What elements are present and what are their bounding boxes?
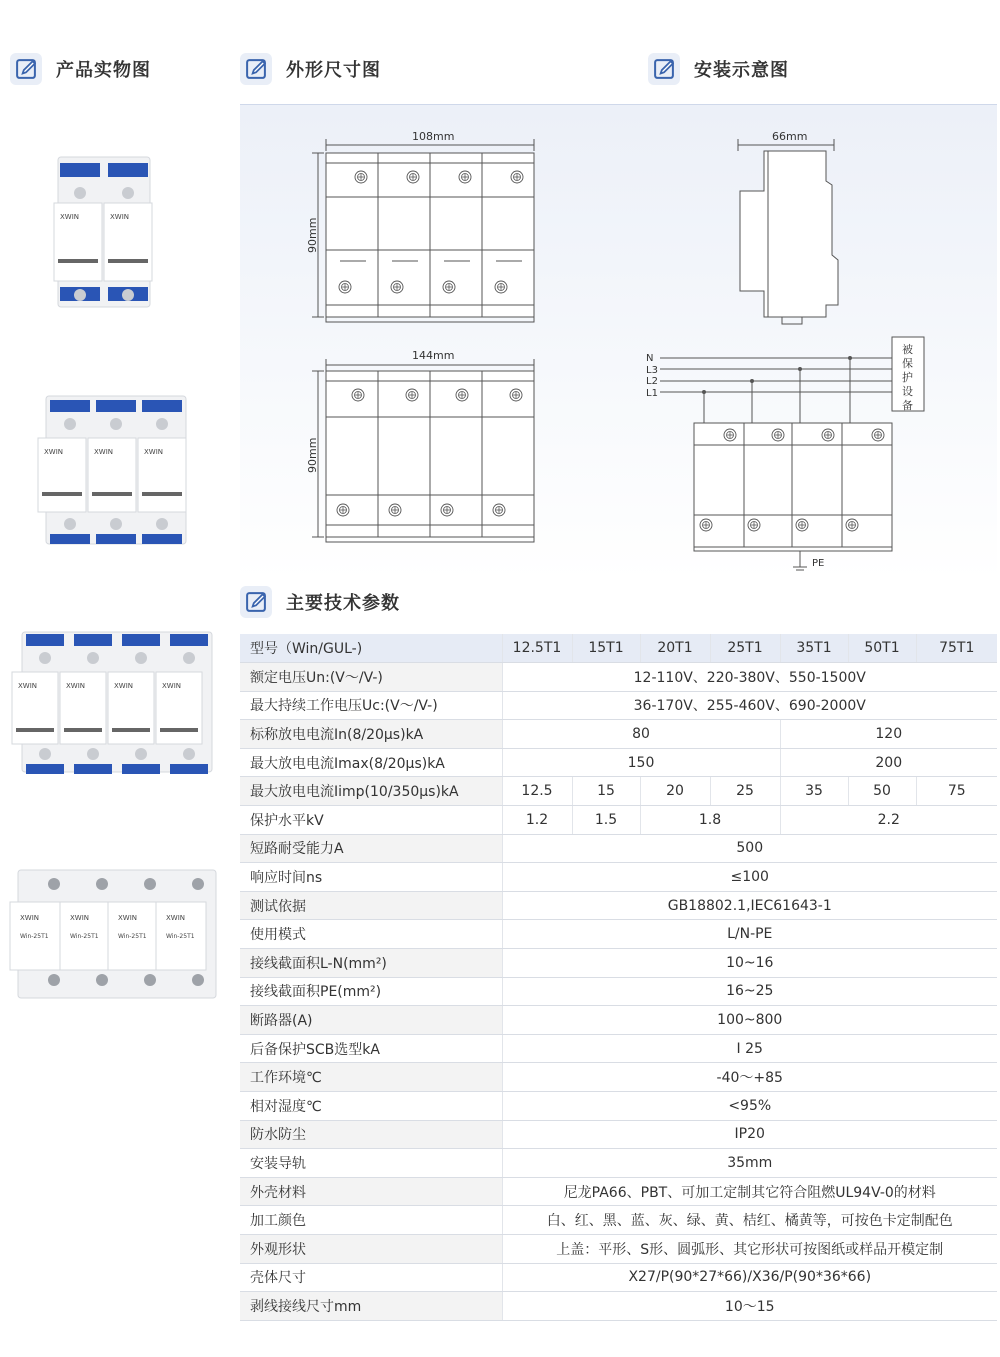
table-row: [240, 863, 997, 892]
row-label: 外壳材料: [240, 1177, 502, 1206]
equipment-label-char: 护: [902, 371, 913, 384]
table-row: [240, 691, 997, 720]
row-value: 12-110V、220-380V、550-1500V: [502, 663, 997, 692]
model-cell: 75T1: [916, 634, 997, 663]
row-label: 外观形状: [240, 1234, 502, 1263]
section-title: 主要技术参数: [286, 593, 400, 614]
row-label: 工作环境℃: [240, 1063, 502, 1092]
model-cell: 12.5T1: [502, 634, 572, 663]
brand-label: XWIN: [18, 682, 38, 690]
row-value: I 25: [502, 1034, 997, 1063]
section-title: 安装示意图: [694, 60, 789, 81]
edit-icon: [10, 53, 42, 85]
brand-label: XWIN: [20, 914, 40, 922]
table-header-row: [240, 634, 997, 663]
table-row: [240, 1206, 997, 1235]
row-label: 型号（Win/GUL-): [240, 634, 502, 663]
row-label: 接线截面积PE(mm²): [240, 977, 502, 1006]
brand-label: XWIN: [162, 682, 182, 690]
model-label: Win-25T1: [118, 933, 147, 940]
section-title: 产品实物图: [56, 60, 151, 81]
row-value: 16~25: [502, 977, 997, 1006]
row-value: 20: [640, 777, 710, 806]
brand-label: XWIN: [44, 448, 64, 456]
row-value: 15: [572, 777, 640, 806]
table-row: [240, 1177, 997, 1206]
row-value: X27/P(90*27*66)/X36/P(90*36*66): [502, 1263, 997, 1292]
section-heading-photos: [10, 52, 151, 86]
section-title: 外形尺寸图: [286, 60, 381, 81]
section-heading-specs: [240, 585, 400, 619]
table-row: [240, 1063, 997, 1092]
height-90-label: 90mm: [306, 217, 319, 253]
row-value: 1.2: [502, 806, 572, 835]
row-label: 接线截面积L-N(mm²): [240, 949, 502, 978]
brand-label: XWIN: [94, 448, 114, 456]
row-label: 剥线接线尺寸mm: [240, 1292, 502, 1321]
row-label: 后备保护SCB选型kA: [240, 1034, 502, 1063]
dimension-drawing-panel: [240, 104, 997, 580]
spec-table: [240, 634, 997, 1321]
model-cell: 20T1: [640, 634, 710, 663]
equipment-label-char: 设: [902, 385, 913, 398]
row-value: 35mm: [502, 1149, 997, 1178]
row-label: 最大放电电流Imax(8/20μs)kA: [240, 748, 502, 777]
row-value: L/N-PE: [502, 920, 997, 949]
edit-icon: [240, 586, 272, 618]
row-value: 500: [502, 834, 997, 863]
table-row: [240, 1034, 997, 1063]
brand-label: XWIN: [66, 682, 86, 690]
row-label: 额定电压Un:(V～/V-): [240, 663, 502, 692]
table-row: [240, 1292, 997, 1321]
technical-drawings: [240, 105, 997, 581]
row-label: 标称放电电流In(8/20μs)kA: [240, 720, 502, 749]
row-label: 断路器(A): [240, 1006, 502, 1035]
model-cell: 35T1: [780, 634, 848, 663]
width-108-label: 108mm: [412, 130, 455, 143]
row-label: 加工颜色: [240, 1206, 502, 1235]
row-value: 25: [710, 777, 780, 806]
table-row: [240, 806, 997, 835]
equipment-label-char: 被: [902, 343, 913, 356]
row-value: GB18802.1,IEC61643-1: [502, 891, 997, 920]
row-value: 75: [916, 777, 997, 806]
table-row: [240, 834, 997, 863]
brand-label: XWIN: [60, 213, 80, 221]
row-value: 上盖：平形、S形、圆弧形、其它形状可按图纸或样品开模定制: [502, 1234, 997, 1263]
edit-icon: [648, 53, 680, 85]
row-label: 最大持续工作电压Uc:(V～/V-): [240, 691, 502, 720]
model-label: Win-25T1: [70, 933, 99, 940]
row-label: 短路耐受能力A: [240, 834, 502, 863]
row-value: 12.5: [502, 777, 572, 806]
row-value: 120: [780, 720, 997, 749]
table-row: [240, 1263, 997, 1292]
row-value: 1.8: [640, 806, 780, 835]
row-label: 保护水平kV: [240, 806, 502, 835]
model-cell: 50T1: [848, 634, 916, 663]
product-photo-2pole: [50, 155, 160, 315]
table-row: [240, 977, 997, 1006]
line-n-label: N: [646, 353, 654, 364]
row-label: 相对湿度℃: [240, 1092, 502, 1121]
equipment-label-char: 备: [902, 399, 913, 412]
product-photo-3pole: [36, 392, 188, 552]
brand-label: XWIN: [118, 914, 138, 922]
row-value: 2.2: [780, 806, 997, 835]
row-label: 最大放电电流Iimp(10/350μs)kA: [240, 777, 502, 806]
row-value: -40～+85: [502, 1063, 997, 1092]
row-value: 10～15: [502, 1292, 997, 1321]
table-row: [240, 1234, 997, 1263]
row-value: 10~16: [502, 949, 997, 978]
table-row: [240, 1006, 997, 1035]
brand-label: XWIN: [110, 213, 130, 221]
table-row: [240, 920, 997, 949]
table-row: [240, 663, 997, 692]
row-label: 防水防尘: [240, 1120, 502, 1149]
row-value: 1.5: [572, 806, 640, 835]
equipment-label-char: 保: [902, 357, 913, 370]
row-value: 100~800: [502, 1006, 997, 1035]
edit-icon: [240, 53, 272, 85]
table-row: [240, 1120, 997, 1149]
side-width-label: 66mm: [772, 130, 808, 143]
row-value: 150: [502, 748, 780, 777]
model-label: Win-25T1: [166, 933, 195, 940]
table-row: [240, 1092, 997, 1121]
model-cell: 15T1: [572, 634, 640, 663]
table-row: [240, 748, 997, 777]
row-value: ≤100: [502, 863, 997, 892]
table-row: [240, 777, 997, 806]
row-value: 36-170V、255-460V、690-2000V: [502, 691, 997, 720]
row-label: 壳体尺寸: [240, 1263, 502, 1292]
row-value: 35: [780, 777, 848, 806]
table-row: [240, 1149, 997, 1178]
product-photo-4pole-white: [8, 866, 220, 1002]
product-photo-4pole: [10, 628, 215, 780]
row-value: 200: [780, 748, 997, 777]
brand-label: XWIN: [114, 682, 134, 690]
section-heading-install: [648, 52, 789, 86]
model-cell: 25T1: [710, 634, 780, 663]
row-label: 安装导轨: [240, 1149, 502, 1178]
row-label: 响应时间ns: [240, 863, 502, 892]
table-row: [240, 720, 997, 749]
model-label: Win-25T1: [20, 933, 49, 940]
section-heading-dimensions: [240, 52, 381, 86]
line-l2-label: L2: [646, 376, 658, 387]
row-value: 80: [502, 720, 780, 749]
row-value: 白、红、黑、蓝、灰、绿、黄、桔红、橘黄等，可按色卡定制配色: [502, 1206, 997, 1235]
pe-label: PE: [812, 558, 825, 569]
brand-label: XWIN: [144, 448, 164, 456]
row-value: IP20: [502, 1120, 997, 1149]
line-l1-label: L1: [646, 388, 658, 399]
brand-label: XWIN: [70, 914, 90, 922]
table-row: [240, 949, 997, 978]
line-l3-label: L3: [646, 365, 658, 376]
row-value: 50: [848, 777, 916, 806]
height-90-label: 90mm: [306, 437, 319, 473]
width-144-label: 144mm: [412, 349, 455, 362]
table-row: [240, 891, 997, 920]
row-label: 使用模式: [240, 920, 502, 949]
row-label: 测试依据: [240, 891, 502, 920]
row-value: 尼龙PA66、PBT、可加工定制其它符合阻燃UL94V-0的材料: [502, 1177, 997, 1206]
brand-label: XWIN: [166, 914, 186, 922]
row-value: <95%: [502, 1092, 997, 1121]
